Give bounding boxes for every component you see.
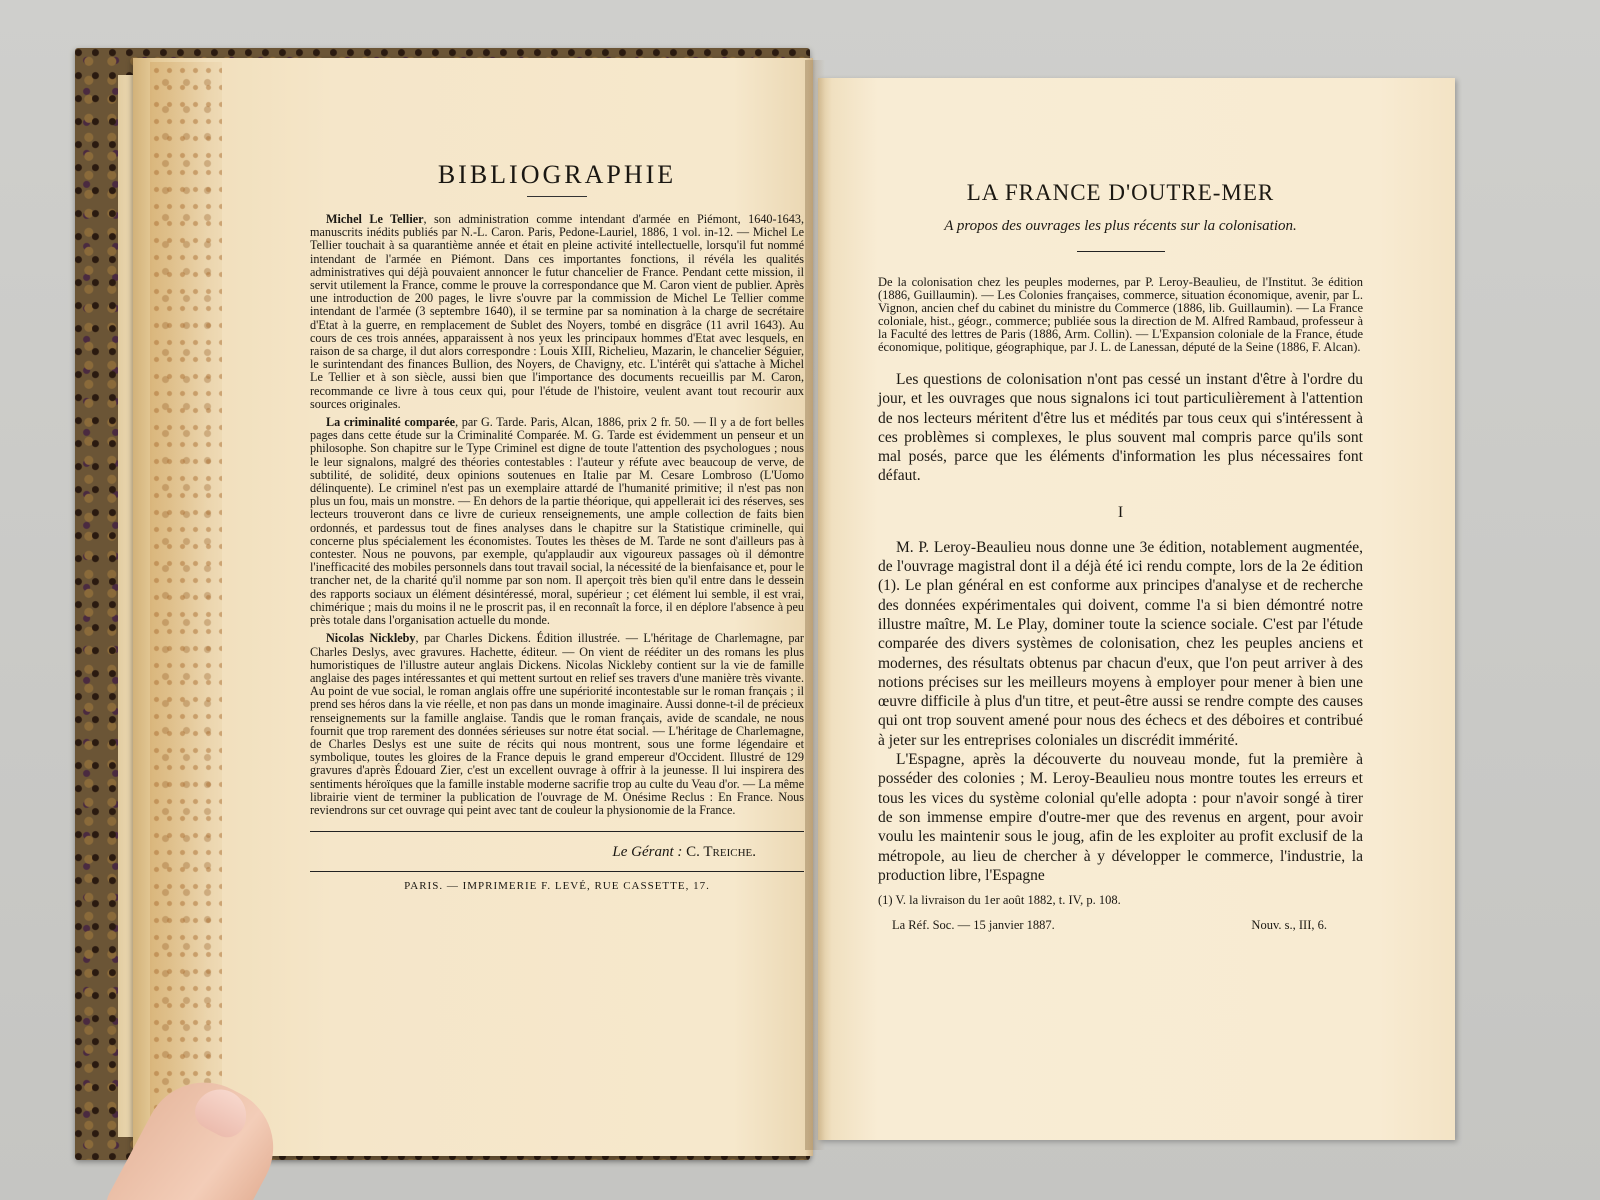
entry-heading: Michel Le Tellier <box>326 212 424 226</box>
gerant-label: Le Gérant : <box>612 844 683 861</box>
gerant-name: C. Treiche. <box>686 844 756 861</box>
reference-list: De la colonisation chez les peuples modernes, par P. Leroy-Beaulieu, de l'Institut. 3e édition (1886, Guillaumin). — Les Colonies françaises, commerce, situation économique, avenir, par L. Vignon, ancien chef du cabinet du ministre du Commerce (1886, lib. Guillaumin). — La France coloniale, hist., géogr., commerce; publiée sous la direction de M. Alfred Rambaud, professeur à la Faculté des lettres de Paris (1886, Arm. Collin). — L'Expansion coloniale de la France, étude économique, politique, géographique, par J. L. de Lanessan, député de la Seine (1886, F. Alcan). <box>878 275 1363 354</box>
entry-heading: La criminalité comparée <box>326 415 456 430</box>
footer-left: La Réf. Soc. — 15 janvier 1887. <box>892 918 1055 933</box>
article-subtitle: A propos des ouvrages les plus récents sur la colonisation. <box>944 218 1297 234</box>
entry-text: , par G. Tarde. Paris, Alcan, 1886, prix 2 fr. 50. — Il y a de fort belles pages dans cette étude sur la Criminalité Comparée. M. G. Tarde est évidemment un penseur et un philosophe. Son chapitre sur le Type Criminel est digne de toute l'attention des psychologues ; nous le leur signalons, malgré des théories contestables : l'auteur y réfute avec beaucoup de verve, de subtilité, de solidité, deux opinions soutenues en Italie par M. Cesare Lombroso (L'Uomo délinquente). Le criminel n'est pas un exemplaire attardé de l'humanité primitive; il n'est pas non plus un fou, mais un monstre. — En dehors de la partie théorique, qui appellerait ici des réserves, ses lecteurs trouveront dans ce livre de curieux renseignements, une ample collection de faits bien ordonnés, et pardessus tout de fines analyses dans le chapitre sur la Statistique criminelle, qui concerne plus spécialement les économistes. Toutes les thèses de M. Tarde ne sont d'ailleurs pas à contester. Nous ne pouvons, par exemple, qu'applaudir aux vigoureux passages où il démontre l'inefficacité des mobiles personnels dans tout travail social, la nécessité de la bienfaisance et, pour le trancher net, de la charité qu'il nomme par son nom. Il aperçoit très bien qu'il entre dans le dessein des rapports sociaux un élément désintéressé, moral, supérieur ; cet élément lui semble, il est vrai, chimérique ; mais du moins il ne le proscrit pas, il en reconnaît la force, il en déplore l'absence à peu près totale dans l'organisation actuelle du monde. <box>310 415 804 628</box>
page-footer <box>878 918 1363 933</box>
entry-heading: Nicolas Nickleby <box>326 631 416 646</box>
book-gutter <box>805 60 825 1150</box>
footnote: (1) V. la livraison du 1er août 1882, t. IV, p. 108. <box>878 893 1121 908</box>
article-title: LA FRANCE D'OUTRE-MER <box>966 180 1275 205</box>
entry-text: , son administration comme intendant d'armée en Piémont, 1640-1643, manuscrits inédits publiés par N.-L. Caron. Paris, Pedone-Lauriel, 1886, 1 vol. in-12. — Michel Le Tellier touchait à sa quarantième année et était en pleine activité intellectuelle, lorsqu'il fut nommé intendant de l'armée en Piémont. Dans ces importantes fonctions, il révéla les qualités administratives qui déjà pouvaient annoncer le futur chancelier de France. Pendant cette mission, il servit utilement la France, comme le prouve la correspondance que M. Caron vient de publier. Après une introduction de 200 pages, le livre s'ouvre par la commission de Michel Le Tellier comme intendant de l'armée (3 septembre 1640), il se termine par sa nomination à la charge de secrétaire d'Etat à la guerre, en remplacement de Sublet des Noyers, tombé en disgrâce (11 avril 1643). Au cours de ces trois années, apparaissent à nos yeux les principaux hommes d'Etat avec lesquels, en raison de sa charge, il dut alors correspondre : Louis XIII, Richelieu, Mazarin, le chancelier Séguier, le surintendant des finances Bullion, des Noyers, de Chavigny, etc. L'intérêt qui s'attache à Michel Le Tellier et à son siècle, aussi bien que l'importance des documents recueillis par M. Caron, recommande ce livre à tous ceux qui, pour l'étude de l'histoire, veulent avant tout recourir aux sources originales. <box>310 212 804 411</box>
title-ornament <box>527 196 587 197</box>
article-section <box>878 178 1363 933</box>
body-paragraph: M. P. Leroy-Beaulieu nous donne une 3e édition, notablement augmentée, de l'ouvrage magistral dont il a déjà été ici rendu compte, lors de la 2e édition (1). Le plan général en est conforme aux principes d'analyse et de recherche des données expérimentales qui doivent, comme l'a si bien démontré notre illustre maître, M. Le Play, dominer toute la science sociale. C'est par l'étude comparée des divers systèmes de colonisation, chez les peuples anciens et modernes, des résultats obtenus par chacun d'eux, que l'on peut arriver à des notions précises sur les meilleurs moyens à employer pour mener à bien une œuvre difficile à plus d'un titre, et peut-être aussi se rendre compte des causes qui ont trop souvent amené pour nous des échecs et des déboires et contribué à jeter sur les entreprises coloniales un discrédit immérité. <box>878 538 1363 749</box>
intro-paragraph: Les questions de colonisation n'ont pas cessé un instant d'être à l'ordre du jour, et les ouvrages que nous signalons ici tout particulièrement à l'attention de nos lecteurs méritent d'être lus et médités par tous ceux qui s'intéressent à ces problèmes si complexes, le plus souvent mal compris parce qu'ils sont mal posés, parce que les éléments d'information les plus nécessaires font défaut. <box>878 371 1363 485</box>
bibliography-entry <box>310 213 804 411</box>
bibliography-entry <box>310 632 804 817</box>
foxing-stains <box>150 62 222 1147</box>
bibliography-title: BIBLIOGRAPHIE <box>437 160 677 189</box>
footer-right: Nouv. s., III, 6. <box>1251 918 1327 933</box>
bibliography-section <box>310 160 804 892</box>
printer-imprint: PARIS. — IMPRIMERIE F. LEVÉ, RUE CASSETTE, 17. <box>404 880 710 893</box>
section-number: I <box>1117 503 1124 521</box>
entry-text: , par Charles Dickens. Édition illustrée. — L'héritage de Charlemagne, par Charles Deslys, avec gravures. Hachette, éditeur. — On vient de rééditer un des romans les plus humoristiques de l'illustre auteur anglais Dickens. Nicolas Nickleby contient sur la vie de famille anglaise des pages intéressantes et qui mettent surtout en relief ses travers d'une manière très vivante. Au point de vue social, le roman anglais offre une supériorité incontestable sur le roman français ; il prend ses héros dans la vie réelle, et non pas dans un monde imaginaire. Aussi donne-t-il de précieux renseignements sur la famille anglaise. Tandis que le roman français, avide de scandale, ne nous fournit que trop rarement des données sérieuses sur notre état social. — L'héritage de Charlemagne, de Charles Deslys est une suite de récits qui nous montrent, sous une forme légendaire et symbolique, toutes les gloires de la France depuis le grand empereur d'Occident. Illustré de 129 gravures d'après Édouard Zier, c'est un excellent ouvrage à offrir à la jeunesse. Il lui inspirera des sentiments héroïques que la famille instable moderne sacrifie trop au culte du Veau d'or. — La même librairie vient de terminer la publication de l'ouvrage de M. Onésime Reclus : En France. Nous reviendrons sur cet ouvrage qui peint avec tant de couleur la physionomie de la France. <box>310 631 804 817</box>
title-rule <box>1077 251 1165 252</box>
bibliography-entry <box>310 416 804 627</box>
gerant-line <box>310 832 804 871</box>
body-paragraph: L'Espagne, après la découverte du nouveau monde, fut la première à posséder des colonies ; M. Leroy-Beaulieu nous montre toutes les erreurs et tous les vices du système colonial qu'elle adopta : pour n'avoir songé à tirer de son immense empire d'outre-mer que des revenus en argent, pour avoir voulu les maintenir sous le joug, afin de les exploiter au profit exclusif de la métropole, au lieu de chercher à y développer le commerce, l'industrie, la production libre, l'Espagne <box>878 751 1363 884</box>
